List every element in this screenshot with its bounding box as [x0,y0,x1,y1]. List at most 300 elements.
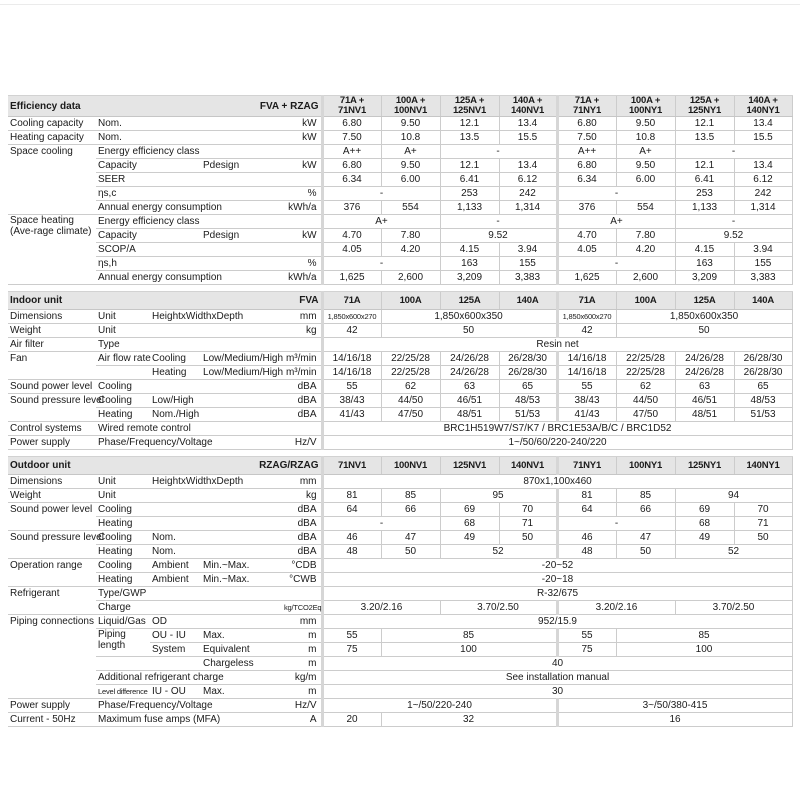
value-cell: 7.50 [322,131,381,145]
value-cell: 6.34 [322,173,381,187]
value-cell: 24/26/28 [675,366,734,380]
value-cell: 51/53 [734,408,792,422]
value-cell: 1,850x600x270 [557,310,616,324]
value-cell: 51/53 [499,408,557,422]
value-cell: 42 [557,324,616,338]
value-cell: 9.50 [381,117,440,131]
row-label: Annual energy consumption [96,201,282,215]
value-cell: A++ [557,145,616,159]
column-header: 71A + 71NV1 [322,96,381,117]
unit-label: kW [282,159,322,173]
value-cell: -20~52 [322,559,792,573]
row-label: SCOP/A [96,243,282,257]
value-cell: 65 [734,380,792,394]
value-cell: A+ [322,215,440,229]
model-label: RZAG/RZAG [201,457,322,475]
table-row [8,517,792,531]
row-label: Sound pressure level [8,531,96,559]
table-row [8,531,792,545]
row-label: Cooling [96,394,150,408]
row-label: IU - OU [150,685,201,699]
value-cell: 40 [322,657,792,671]
value-cell: 9.50 [381,159,440,173]
value-cell: 4.15 [440,243,499,257]
row-label: Liquid/Gas [96,615,150,629]
value-cell: 50 [381,324,557,338]
row-label: Cooling [96,559,150,573]
unit-label: % [282,187,322,201]
table-row [8,559,792,573]
value-cell: 52 [675,545,792,559]
unit-label: dBA [282,531,322,545]
value-cell: 155 [734,257,792,271]
value-cell: 26/28/30 [499,352,557,366]
row-label: Ambient [150,559,201,573]
value-cell: R-32/675 [322,587,792,601]
row-label: Air flow rate [98,353,151,365]
value-cell: 6.00 [616,173,675,187]
row-label: Additional refrigerant charge [96,671,282,685]
unit-label: kW [282,229,322,243]
value-cell: 1,133 [440,201,499,215]
value-cell: - [557,517,675,531]
unit-label: dBA [282,545,322,559]
row-label: HeightxWidthxDepth [150,310,282,324]
value-cell: 3,209 [675,271,734,285]
value-cell: 85 [381,489,440,503]
unit-label: kg [282,489,322,503]
value-cell: 50 [734,531,792,545]
value-cell: 47 [381,531,440,545]
table-row [8,422,792,436]
row-label: Pdesign [201,159,282,173]
row-label: Cooling capacity [8,117,96,131]
value-cell: 6.80 [322,159,381,173]
value-cell: 6.00 [381,173,440,187]
row-label: Low/Medium/High [203,367,284,379]
card-top-edge [0,4,800,5]
row-label: Unit [96,475,150,489]
row-label: Piping length [96,629,150,657]
value-cell: 7.80 [381,229,440,243]
value-cell: 48/51 [440,408,499,422]
table-row [8,685,792,699]
table-row [8,310,792,324]
table-row [8,229,792,243]
value-cell: 6.12 [734,173,792,187]
unit-label: dBA [282,394,322,408]
value-cell: 71 [499,517,557,531]
row-label: Phase/Frequency/Voltage [96,699,282,713]
value-cell: 4.05 [322,243,381,257]
value-cell: 63 [675,380,734,394]
column-header: 100A [616,292,675,310]
row-label: Charge [96,601,282,615]
value-cell: 47/50 [616,408,675,422]
value-cell: 49 [675,531,734,545]
value-cell: 30 [322,685,792,699]
row-label: Max. [201,685,282,699]
value-cell: 14/16/18 [322,366,381,380]
value-cell: 7.80 [616,229,675,243]
column-header: 71NV1 [322,457,381,475]
value-cell: 9.50 [616,117,675,131]
value-cell: 9.50 [616,159,675,173]
value-cell: 15.5 [734,131,792,145]
row-label: Pdesign [201,229,282,243]
value-cell: 2,600 [381,271,440,285]
table-row [8,145,792,159]
value-cell: 952/15.9 [322,615,792,629]
column-header: 140NV1 [499,457,557,475]
table-row [8,338,792,352]
row-label: Nom. [96,131,282,145]
table-row [8,573,792,587]
value-cell: 3.70/2.50 [440,601,557,615]
value-cell: 46 [322,531,381,545]
value-cell: 3.94 [734,243,792,257]
row-label [150,324,282,338]
value-cell: 2,600 [616,271,675,285]
value-cell: 26/28/30 [734,352,792,366]
value-cell: 13.4 [499,159,557,173]
value-cell: 3.70/2.50 [675,601,792,615]
table-row [8,380,792,394]
section-title: Indoor unit [8,292,201,310]
value-cell: 3,383 [499,271,557,285]
value-cell: 48/53 [499,394,557,408]
table-row [8,271,792,285]
value-cell: 6.41 [675,173,734,187]
value-cell: - [440,145,557,159]
row-label: Type [96,338,282,352]
row-label: Low/High [150,394,282,408]
column-header: 140A [734,292,792,310]
value-cell: 63 [440,380,499,394]
table-row [8,657,792,671]
row-label: SEER [96,173,282,187]
row-label: Energy efficiency class [96,145,282,159]
value-cell: 12.1 [440,117,499,131]
row-label: Unit [96,324,150,338]
value-cell: 75 [557,643,616,657]
value-cell: 554 [616,201,675,215]
value-cell: 3~/50/380-415 [557,699,792,713]
unit-label: % [282,257,322,271]
value-cell: 376 [322,201,381,215]
value-cell: 22/25/28 [616,352,675,366]
table-row [8,503,792,517]
value-cell: 3.20/2.16 [322,601,440,615]
column-header: 125A [675,292,734,310]
row-label: OU - IU [150,629,201,643]
row-label: Dimensions [8,475,96,489]
row-label: ηs,h [96,257,282,271]
unit-label [282,145,322,159]
value-cell: 7.50 [557,131,616,145]
value-cell: 1,314 [734,201,792,215]
section-header-row [8,96,792,117]
table-row [8,671,792,685]
value-cell: 50 [616,545,675,559]
value-cell: 13.4 [734,117,792,131]
value-cell: 55 [322,380,381,394]
row-label: Power supply [8,436,96,450]
value-cell: 100 [616,643,792,657]
table-row [8,545,792,559]
value-cell: A+ [381,145,440,159]
value-cell: 376 [557,201,616,215]
value-cell: 1,133 [675,201,734,215]
row-label: Low/Medium/High [203,353,284,365]
row-label: Weight [8,489,96,503]
value-cell: 12.1 [675,117,734,131]
unit-label: mm [282,310,322,324]
row-label: Annual energy consumption [96,271,282,285]
table-row [8,408,792,422]
table-row [8,615,792,629]
unit-label: dBA [282,380,322,394]
value-cell: 3,209 [440,271,499,285]
value-cell: 6.80 [557,159,616,173]
section-header-row [8,292,792,310]
value-cell: 6.41 [440,173,499,187]
column-header: 140A [499,292,557,310]
row-label: Cooling [96,380,282,394]
value-cell: 55 [557,380,616,394]
column-header: 125NY1 [675,457,734,475]
value-cell: 16 [557,713,792,727]
value-cell: 14/16/18 [557,352,616,366]
column-header: 100A [381,292,440,310]
value-cell: 1,625 [322,271,381,285]
value-cell: 1,314 [499,201,557,215]
value-cell: 46/51 [440,394,499,408]
value-cell: 81 [322,489,381,503]
value-cell: 44/50 [616,394,675,408]
value-cell: 48 [322,545,381,559]
value-cell: 24/26/28 [440,352,499,366]
value-cell: 48/51 [675,408,734,422]
value-cell: 75 [322,643,381,657]
row-label: Cooling [96,531,150,545]
value-cell: 22/25/28 [381,366,440,380]
row-label: Piping connections [8,615,96,699]
column-header: 71A [557,292,616,310]
table-row [8,117,792,131]
row-label: Sound power level [8,380,96,394]
unit-label: m³/min [282,352,322,366]
unit-label: mm [282,615,322,629]
value-cell: 71 [734,517,792,531]
value-cell: 6.12 [499,173,557,187]
row-label: Dimensions [8,310,96,324]
unit-label: m [282,629,322,643]
value-cell: 68 [440,517,499,531]
value-cell: 1~/50/220-240 [322,699,557,713]
column-header: 125A + 125NV1 [440,96,499,117]
unit-label: A [282,713,322,727]
unit-label: dBA [282,408,322,422]
value-cell: 13.5 [440,131,499,145]
unit-label: dBA [282,503,322,517]
table-row [8,159,792,173]
value-cell: 6.34 [557,173,616,187]
column-header: 140A + 140NV1 [499,96,557,117]
table-row [8,629,792,643]
value-cell: 65 [499,380,557,394]
value-cell: 13.5 [675,131,734,145]
value-cell: 163 [675,257,734,271]
value-cell: 6.80 [557,117,616,131]
value-cell: 47/50 [381,408,440,422]
unit-label: Hz/V [282,699,322,713]
table-row [8,713,792,727]
table-row [8,352,792,366]
value-cell: 85 [381,629,557,643]
value-cell: 870x1,100x460 [322,475,792,489]
value-cell: 1~/50/60/220-240/220 [322,436,792,450]
unit-label: m [282,685,322,699]
value-cell: 4.15 [675,243,734,257]
value-cell: 50 [499,531,557,545]
value-cell: - [675,145,792,159]
row-label [96,657,150,671]
row-label: Energy efficiency class [96,215,282,229]
table-row [8,436,792,450]
value-cell: 14/16/18 [557,366,616,380]
column-header: 140A + 140NY1 [734,96,792,117]
spec-sheet [8,95,792,733]
value-cell: 155 [499,257,557,271]
value-cell: 81 [557,489,616,503]
value-cell: 242 [499,187,557,201]
value-cell: 100 [381,643,557,657]
unit-label: mm [282,475,322,489]
value-cell: 1,625 [557,271,616,285]
unit-label [282,587,322,601]
section-header-row [8,457,792,475]
table-row [8,243,792,257]
value-cell: 48/53 [734,394,792,408]
value-cell: 66 [616,503,675,517]
row-label: Ambient [150,573,201,587]
table-row [8,173,792,187]
value-cell: 14/16/18 [322,352,381,366]
row-label: ηs,c [96,187,282,201]
value-cell: 12.1 [675,159,734,173]
value-cell: - [322,257,440,271]
unit-label: kW [282,117,322,131]
value-cell: 85 [616,489,675,503]
row-label: Nom. [96,117,282,131]
column-header: 100A + 100NY1 [616,96,675,117]
row-label: Fan [8,352,96,380]
model-label: FVA + RZAG [201,96,322,117]
unit-label [282,173,322,187]
column-header: 71A [322,292,381,310]
row-label: Level difference [96,685,150,699]
row-label: System [150,643,201,657]
value-cell: A+ [557,215,675,229]
column-header: 125NV1 [440,457,499,475]
table-row [8,489,792,503]
row-label: Min.~Max. [201,559,282,573]
column-header: 100A + 100NV1 [381,96,440,117]
value-cell: 44/50 [381,394,440,408]
value-cell: Resin net [322,338,792,352]
value-cell: 3.20/2.16 [557,601,675,615]
row-label: Maximum fuse amps (MFA) [96,713,282,727]
row-label: Weight [8,324,96,338]
value-cell: 242 [734,187,792,201]
value-cell: 10.8 [616,131,675,145]
value-cell: 15.5 [499,131,557,145]
table-row [8,201,792,215]
unit-label [282,215,322,229]
value-cell: 22/25/28 [381,352,440,366]
value-cell: 163 [440,257,499,271]
row-label: Power supply [8,699,96,713]
value-cell: - [440,215,557,229]
value-cell: 3,383 [734,271,792,285]
value-cell: 68 [675,517,734,531]
row-label: Current - 50Hz [8,713,96,727]
row-label: Heating [96,408,150,422]
value-cell: 41/43 [322,408,381,422]
row-label: Capacity [96,159,201,173]
unit-label: °CDB [282,559,322,573]
value-cell: 55 [322,629,381,643]
value-cell: 24/26/28 [440,366,499,380]
value-cell: 49 [440,531,499,545]
value-cell: 70 [734,503,792,517]
row-label: Unit [96,310,150,324]
row-label: Cooling [150,352,201,366]
row-label: Phase/Frequency/Voltage [96,436,282,450]
value-cell: - [557,257,675,271]
value-cell: 26/28/30 [499,366,557,380]
row-label: Operation range [8,559,96,587]
unit-label [282,243,322,257]
value-cell: 62 [381,380,440,394]
value-cell: 46/51 [675,394,734,408]
unit-label: °CWB [282,573,322,587]
unit-label: kg/m [282,671,322,685]
table-row [8,257,792,271]
value-cell: 13.4 [734,159,792,173]
row-label: Nom. [150,545,282,559]
unit-label: kW [282,131,322,145]
value-cell: 64 [322,503,381,517]
value-cell: 4.20 [381,243,440,257]
unit-label [282,422,322,436]
row-label: HeightxWidthxDepth [150,475,282,489]
row-label: Sound pressure level [8,394,96,422]
table-row [8,394,792,408]
row-label: Unit [96,489,150,503]
value-cell: 95 [440,489,557,503]
row-label: Air filter [8,338,96,352]
value-cell: 42 [322,324,381,338]
value-cell: 10.8 [381,131,440,145]
value-cell: 38/43 [557,394,616,408]
value-cell: 48 [557,545,616,559]
row-label [150,657,201,671]
column-header: 71NY1 [557,457,616,475]
table-row [8,475,792,489]
value-cell: 4.70 [322,229,381,243]
